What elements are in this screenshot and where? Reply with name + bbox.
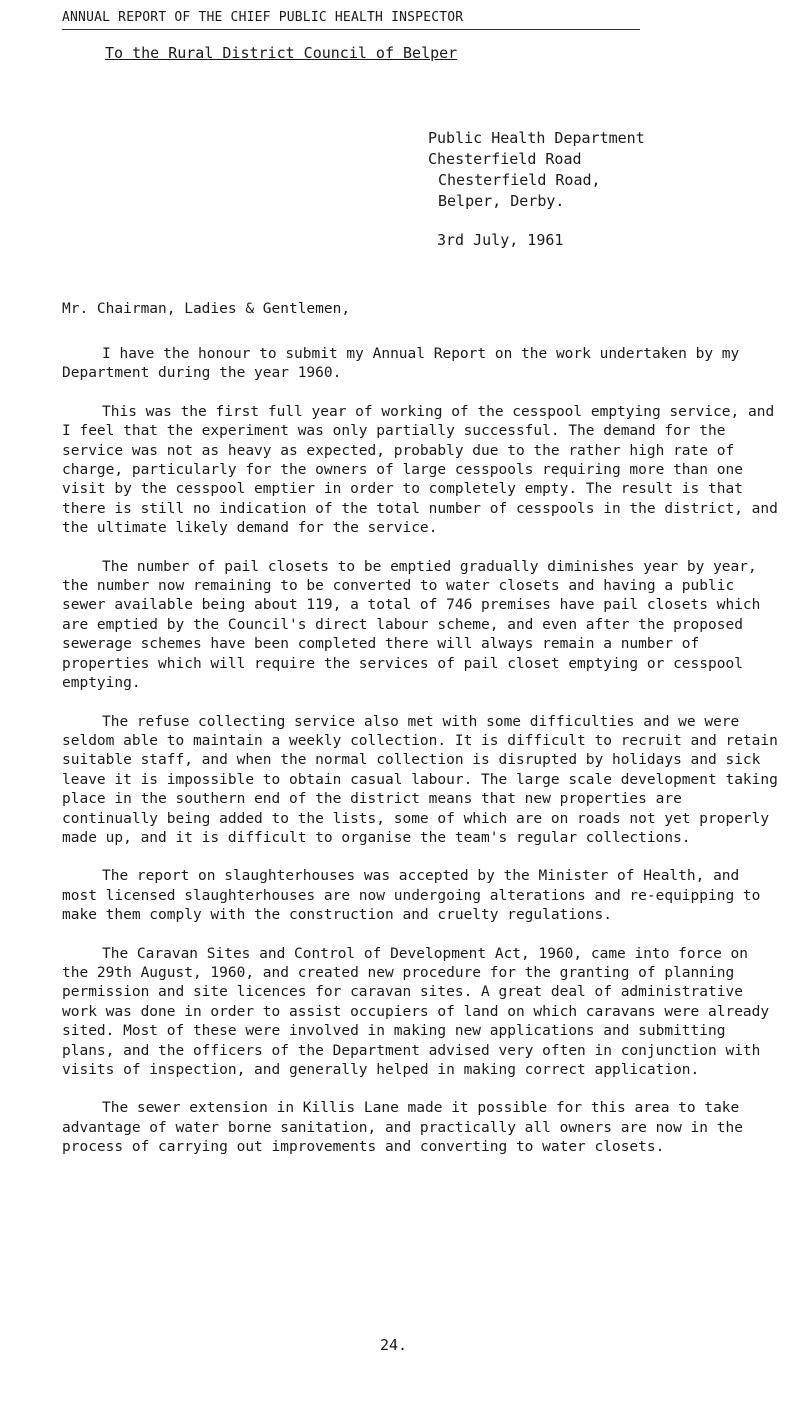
paragraph-introduction: I have the honour to submit my Annual Report on the work undertaken by my Department during the year 1960. — [62, 346, 740, 382]
letter-date: 3rd July, 1961 — [437, 231, 564, 249]
paragraph-refuse: The refuse collecting service also met with some difficulties and we were seldom able to maintain a weekly collection. It is difficult to recruit and retain suitable staff, and when the normal collection is disrupted by holidays and sick leave it is impossible to obtain casual labour. The large scale development taking place in the southern end of the district means that new properties are continually being added to the lists, some of which are on roads not yet properly made up, and it is difficult to organise the team's regular collections. — [62, 713, 778, 846]
paragraph-pail-closets: The number of pail closets to be emptied gradually diminishes year by year, the number now remaining to be converted to water closets and having a public sewer available being about 119, a total of 746 premises have pail closets which are emptied by the Council's direct labour scheme, and even after the proposed sewerage schemes have been completed there will always remain a number of properties which will require the services of pail closet emptying or cesspool emptying. — [62, 558, 761, 692]
address-line-1: Public Health Department — [428, 129, 645, 147]
paragraph-slaughterhouses: The report on slaughterhouses was accepted by the Minister of Health, and most licensed slaughterhouses are now undergoing alterations and re-equipping to make them comply with the construction and cruelty regulations. — [62, 868, 761, 924]
paragraph-sewer-extension: The sewer extension in Killis Lane made it possible for this area to take advantage of water borne sanitation, and practically all owners are now in the process of carrying out improvements and converting to water closets. — [62, 1100, 743, 1156]
salutation: Mr. Chairman, Ladies & Gentlemen, — [62, 301, 351, 317]
heading-rule — [62, 29, 640, 30]
paragraph-caravan-sites: The Caravan Sites and Control of Development Act, 1960, came into force on the 29th August, 1960, and created new procedure for the granting of planning permission and site licences for caravan sites. A great deal of administrative work was done in order to assist occupiers of land on which caravans were already sited. Most of these were involved in making new applications and submitting plans, and the officers of the Department advised very often in conjunction with visits of inspection, and generally helped in making correct application. — [62, 945, 770, 1078]
address-line-2: Chesterfield Road — [428, 150, 582, 168]
paragraph-cesspool: This was the first full year of working of the cesspool emptying service, and I feel that the experiment was only partially successful. The demand for the service was not as heavy as expected, probably due to the rather high rate of charge, particularly for the owners of large cesspools requiring more than one visit by the cesspool emptier in order to completely empty. The result is that there is still no indication of the total number of cesspools in the district, and the ultimate likely demand for the service. — [62, 403, 778, 537]
sender-address — [428, 128, 645, 212]
addressee-line: To the Rural District Council of Belper — [105, 44, 458, 62]
page-number: 24. — [380, 1336, 408, 1354]
report-heading: ANNUAL REPORT OF THE CHIEF PUBLIC HEALTH INSPECTOR — [62, 10, 464, 25]
report-body — [62, 345, 782, 1177]
address-line-4: Belper, Derby. — [438, 192, 565, 210]
address-line-3: Chesterfield Road, — [438, 171, 601, 189]
